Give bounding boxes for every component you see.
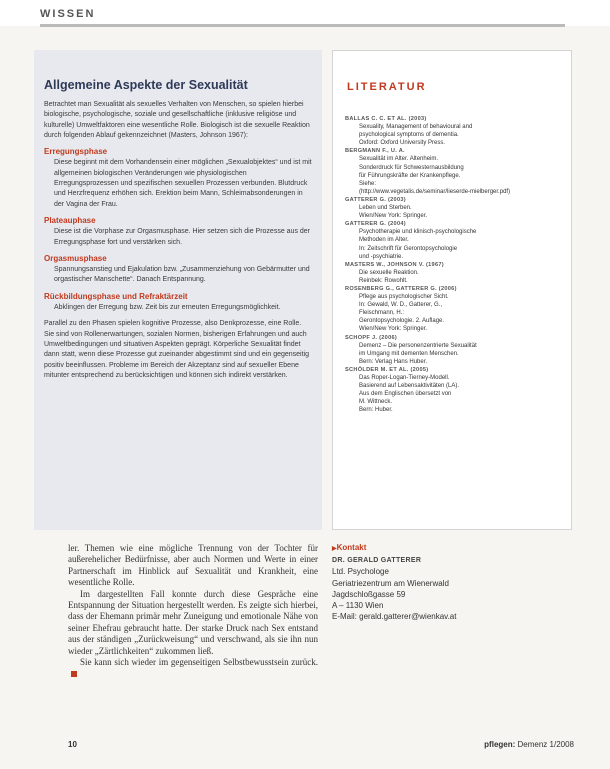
info-closing: Parallel zu den Phasen spielen kognitive Prozesse, also Denkprozesse, eine Rolle. Sie sind von Rollenerwartungen, sozialen Normen, bisherigen Erfahrungen und auch Umweltbedingungen und situativen Aspekten geprägt. Körperliche Sexualität findet dann statt, wenn diese Prozesse gut zueinander abgestimmt sind und ein gegenseitig positiv beeinflussen. Probleme im Bereich der Akzeptanz sind auf sexueller Ebene mitunter entsprechend zu berücksichtigen und können sich indirekt verstärken.	[44, 320, 310, 379]
literature-line: Aus dem Englischen übersetzt von	[359, 391, 452, 398]
contact-box	[332, 542, 562, 622]
literature-line: Sexuality, Management of behavioural and	[359, 124, 473, 131]
literature-line: Sonderdruck für Schwesternausbildung	[359, 164, 464, 171]
literature-line: (http://www.vegetalis.de/seminar/lieserde-mielberger.pdf)	[359, 188, 511, 195]
literature-line: M. Wittneck.	[359, 399, 393, 406]
literature-line: Bern: Verlag Hans Huber.	[359, 358, 428, 365]
literature-line: Methoden im Alter.	[359, 237, 409, 244]
journal-name: pflegen:	[484, 740, 516, 749]
literature-author: BALLAS C. C. ET AL. (2003)	[345, 116, 427, 122]
literature-line: Pflege aus psychologischer Sicht.	[359, 294, 449, 301]
info-box-body	[44, 100, 312, 387]
phase-text: Diese beginnt mit dem Vorhandensein einer möglichen „Sexualobjektes“ und ist mit allgemeinen biologischen Veränderungen wie physiologischen Erregungsprozessen und spezifischen sexuellen Prozessen verbunden. Blutdruck und Herzfrequenz erhöhen sich. Erektion beim Mann, Schleimabsonderungen in der Vagina der Frau.	[54, 159, 312, 208]
phase-text: Diese ist die Vorphase zur Orgasmusphase. Hier setzen sich die Prozesse aus der Erregungsphase fort und verstärken sich.	[54, 228, 311, 246]
journal-footer	[484, 740, 574, 749]
literature-author: SCHÖLDER M. ET AL. (2005)	[345, 366, 429, 373]
literature-line: Das Roper-Logan-Tierney-Modell.	[359, 375, 450, 381]
literature-list	[345, 115, 563, 414]
article-last-paragraph	[68, 657, 318, 680]
contact-line: Ltd. Psychologe	[332, 567, 389, 577]
literature-line: für Führungskräfte der Krankenpflege.	[359, 172, 461, 179]
contact-email: E-Mail: gerald.gatterer@wienkav.at	[332, 612, 457, 622]
contact-line: Geriatriezentrum am Wienerwald	[332, 578, 449, 588]
literature-box	[332, 50, 572, 530]
literature-line: In: Gewald, W. D., Gatterer, G.,	[359, 302, 443, 309]
info-box-title: Allgemeine Aspekte der Sexualität	[44, 78, 248, 92]
literature-line: Psychotherapie und klinisch-psychologische	[359, 229, 477, 236]
phase-text: Spannungsanstieg und Ejakulation bzw. „Zusammenziehung von Gebärmutter und orgastischer Manschette“. Danach Entspannung.	[54, 266, 310, 284]
info-box	[34, 50, 322, 530]
literature-line: Demenz – Die personenzentrierte Sexualität	[359, 342, 477, 349]
article-body	[68, 543, 318, 680]
end-mark-icon	[71, 671, 77, 677]
literature-line: In: Zeitschrift für Gerontopsychologie	[359, 245, 458, 252]
header-bar	[0, 0, 610, 26]
page-number: 10	[68, 740, 77, 749]
literature-line: Fleischmann, H.:	[359, 310, 405, 317]
literature-title: LITERATUR	[347, 81, 427, 93]
literature-line: Basierend auf Lebensaktivitäten (LA).	[359, 383, 460, 390]
literature-line: Leben und Sterben.	[359, 205, 412, 212]
literature-line: Wien/New York: Springer.	[359, 213, 428, 220]
info-intro: Betrachtet man Sexualität als sexuelles Verhalten von Menschen, so spielen hierbei biologische, psychologische, soziale und gesellschaftliche (inklusive religiöse und kulturelle) Umweltfaktoren eine wesentliche Rolle. Biologisch ist die sexuelle Reaktion durch folgenden Ablauf gekennzeichnet (Masters, Johnson 1967):	[44, 101, 310, 139]
section-rule	[40, 24, 565, 27]
literature-author: ROSENBERG G., GATTERER G. (2006)	[345, 285, 457, 292]
phase-title: Plateauphase	[44, 215, 96, 225]
phase-title: Orgasmusphase	[44, 253, 107, 263]
phase-title: Rückbildungsphase und Refraktärzeit	[44, 291, 188, 301]
literature-line: im Umgang mit dementen Menschen.	[359, 350, 459, 357]
literature-line: Sexualität im Alter. Altenheim.	[359, 156, 439, 163]
literature-line: und -psychiatrie.	[359, 253, 404, 260]
literature-author: SCHOPF J. (2006)	[345, 334, 398, 341]
literature-author: GATTERER G. (2004)	[345, 221, 406, 228]
literature-author: GATTERER G. (2003)	[345, 196, 406, 203]
literature-line: Siehe:	[359, 180, 377, 187]
literature-line: Reinbek: Rowohlt.	[359, 277, 408, 284]
journal-issue: Demenz 1/2008	[517, 740, 574, 749]
literature-line: Gerontopsychologie. 2. Auflage.	[359, 318, 445, 325]
article-paragraph: ler. Themen wie eine mögliche Trennung von der Tochter für außerehelicher Bedürfnisse, aber auch Normen und Werte in einer Partnerschaft im Hinblick auf Sexualität und Krankheit, eine wesentliche Rolle.	[68, 543, 318, 588]
phase-text: Abklingen der Erregung bzw. Zeit bis zur erneuten Erregungsmöglichkeit.	[54, 304, 281, 312]
contact-name: DR. GERALD GATTERER	[332, 557, 422, 565]
literature-line: Die sexuelle Reaktion.	[359, 269, 419, 276]
literature-author: BERGMANN F., U. A.	[345, 148, 405, 155]
literature-author: MASTERS W., JOHNSON V. (1967)	[345, 261, 444, 268]
literature-line: Oxford: Oxford University Press.	[359, 140, 446, 147]
contact-label: ▶ Kontakt	[332, 542, 562, 555]
article-paragraph: Sie kann sich wieder im gegenseitigen Selbstbewusstsein zurück.	[80, 657, 318, 668]
contact-line: A – 1130 Wien	[332, 601, 384, 611]
section-tag: WISSEN	[40, 8, 96, 20]
contact-line: Jagdschloßgasse 59	[332, 589, 406, 599]
literature-line: Wien/New York: Springer.	[359, 326, 428, 333]
literature-line: Bern: Huber.	[359, 407, 393, 414]
phase-title: Erregungsphase	[44, 147, 108, 157]
article-paragraph: Im dargestellten Fall konnte durch diese Gespräche eine Entspannung der Situation hergestellt werden. Es zeigte sich hierbei, dass der Ehemann primär mehr Zuneigung und emotionale Nähe von seiner Ehefrau gebraucht hatte. Der starke Druck nach Sex entstand aus der ständigen „Zurückweisung“ und verschwand, als sie ihn nun wieder „Zärtlichkeiten“ zukommen ließ.	[68, 588, 318, 656]
literature-line: psychological symptoms of dementia.	[359, 132, 459, 139]
